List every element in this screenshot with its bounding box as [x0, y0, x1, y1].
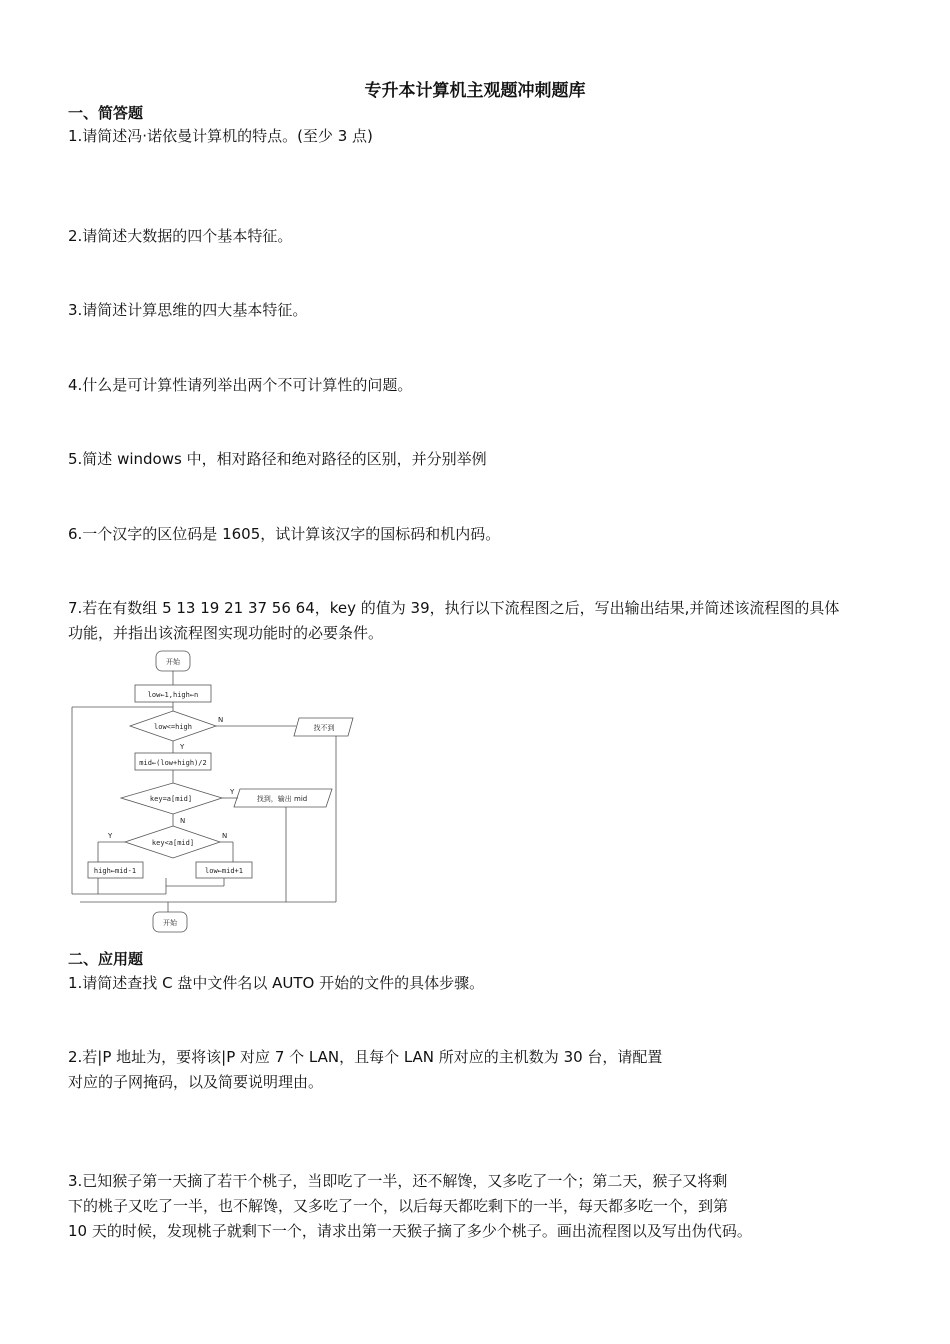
flow-cond2-yes: Y — [230, 788, 235, 796]
flow-found-label: 找到，输出 mid — [256, 795, 308, 803]
flow-init-label: low←1,high←n — [147, 691, 199, 699]
flow-cond2-no: N — [180, 817, 186, 825]
flow-start-label: 开始 — [166, 658, 180, 666]
application-question-3-line-3: 10 天的时候，发现桃子就剩下一个，请求出第一天猴子摘了多少个桃子。画出流程图以及写出伪代码。 — [68, 1222, 752, 1240]
flow-cond3-yes: Y — [108, 832, 113, 840]
question-3: 3.请简述计算思维的四大基本特征。 — [68, 301, 308, 319]
flow-high-update-label: high←mid-1 — [93, 867, 137, 875]
question-4: 4.什么是可计算性请列举出两个不可计算性的问题。 — [68, 376, 413, 394]
question-5: 5.简述 windows 中，相对路径和绝对路径的区别，并分别举例 — [68, 450, 487, 468]
question-7-line-1: 7.若在有数组 5 13 19 21 37 56 64，key 的值为 39，执行以下流程图之后，写出输出结果,并简述该流程图的具体 — [68, 599, 840, 617]
question-7-line-2: 功能，并指出该流程图实现功能时的必要条件。 — [68, 624, 384, 642]
flow-mid-label: mid←(low+high)/2 — [139, 759, 207, 767]
application-question-2-line-2: 对应的子网掩码，以及简要说明理由。 — [68, 1073, 324, 1091]
flow-cond3-label: key<a[mid] — [151, 839, 195, 847]
application-question-1: 1.请简述查找 C 盘中文件名以 AUTO 开始的文件的具体步骤。 — [68, 974, 485, 992]
section-heading-application: 二、应用题 — [68, 950, 144, 968]
page-title: 专升本计算机主观题冲刺题库 — [364, 81, 586, 101]
application-question-3-line-2: 下的桃子又吃了一半，也不解馋，又多吃了一个，以后每天都吃剩下的一半，每天都多吃一个，到第 — [68, 1197, 729, 1215]
flow-low-update-label: low←mid+1 — [205, 867, 243, 875]
application-question-3 — [68, 1169, 752, 1244]
flow-end-label: 开始 — [163, 919, 177, 927]
section-heading-short-answer: 一、简答题 — [68, 104, 144, 122]
flow-cond1-no: N — [218, 716, 224, 724]
application-question-2 — [68, 1045, 662, 1095]
flow-cond3-no: N — [222, 832, 228, 840]
application-question-2-line-1: 2.若|P 地址为，要将该|P 对应 7 个 LAN，且每个 LAN 所对应的主机数为 30 台，请配置 — [68, 1048, 663, 1066]
flow-cond1-yes: Y — [180, 743, 185, 751]
flow-not-found-label: 找不到 — [313, 724, 335, 732]
question-6: 6.一个汉字的区位码是 1605，试计算该汉字的国标码和机内码。 — [68, 525, 501, 543]
application-question-3-line-1: 3.已知猴子第一天摘了若干个桃子，当即吃了一半，还不解馋，又多吃了一个；第二天，猴子又将剩 — [68, 1172, 728, 1190]
flow-cond1-label: low<=high — [154, 723, 192, 731]
binary-search-flowchart — [68, 648, 358, 938]
question-2: 2.请简述大数据的四个基本特征。 — [68, 227, 293, 245]
flow-cond2-label: key=a[mid] — [149, 795, 193, 803]
question-1: 1.请简述冯·诺依曼计算机的特点。(至少 3 点) — [68, 127, 373, 145]
question-7 — [68, 596, 839, 646]
